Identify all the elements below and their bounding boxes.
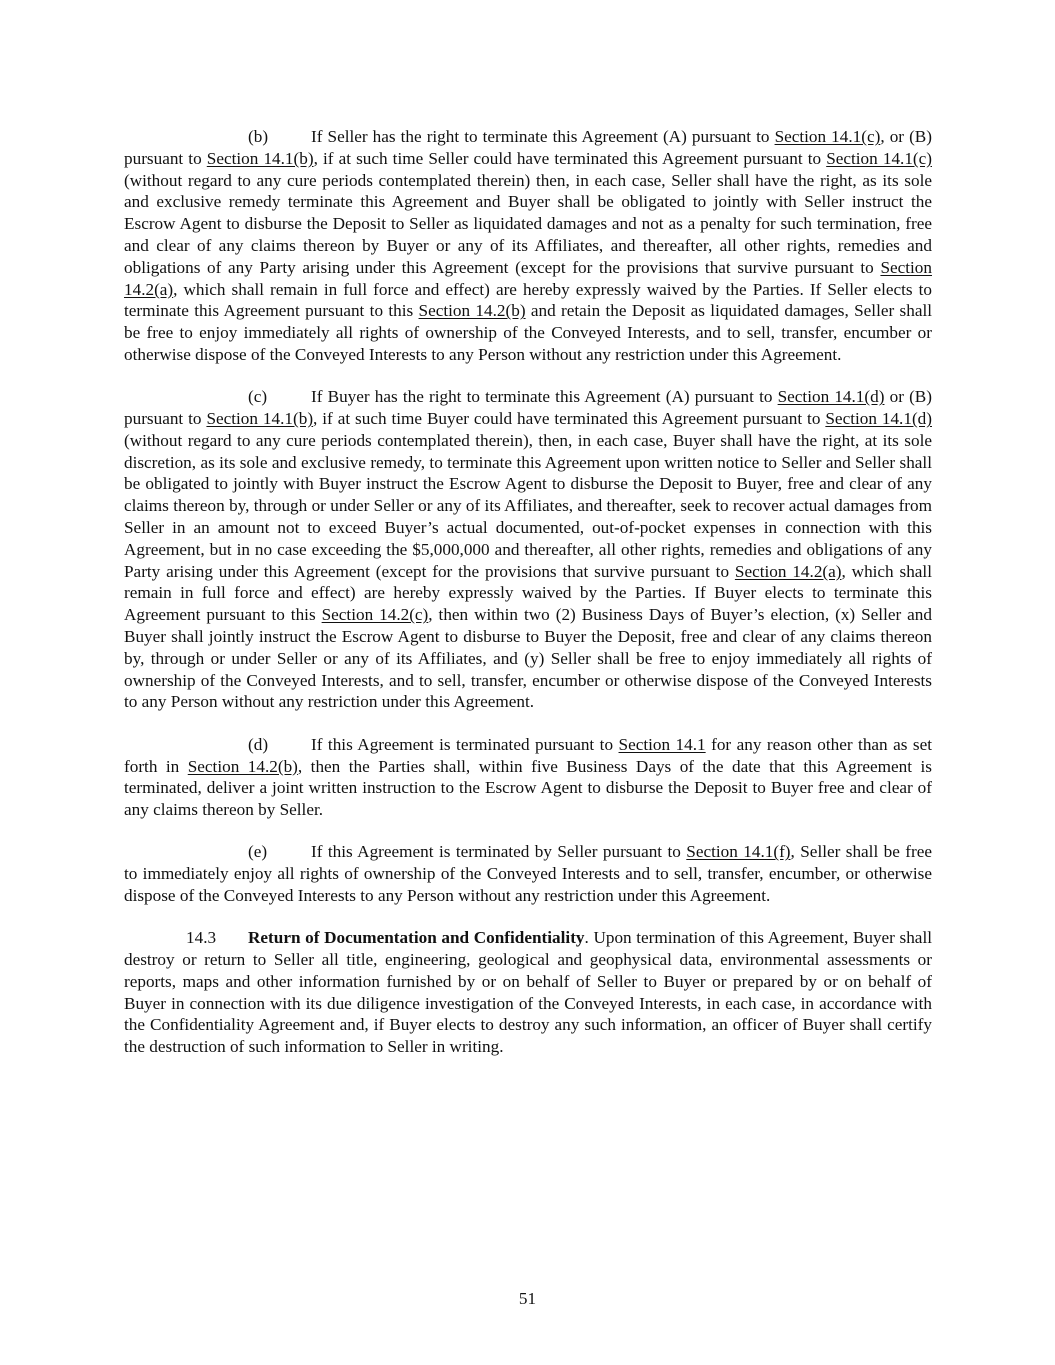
- paragraph-text: (without regard to any cure periods contemplated therein) then, in each case, Seller shall have the right, as its sole and exclusive remedy terminate this Agreement and Buyer shall be obligated to jointly with Seller instruct the Escrow Agent to disburse the Deposit to Seller as liquidated damages and not as a penalty for such termination, free and clear of any claims thereon by Buyer or any of its Affiliates, and thereafter, all other rights, remedies and obligations of any Party arising under this Agreement (except for the provisions that survive pursuant to: [124, 170, 932, 277]
- section-number: 14.3: [186, 928, 217, 948]
- section-reference-link[interactable]: Section 14.2(c): [321, 605, 429, 625]
- subsection-paragraph: [124, 386, 932, 713]
- section-reference-link[interactable]: Section 14.2(b): [187, 756, 298, 776]
- paragraph-text: or (B) pursuant to: [124, 387, 932, 429]
- paragraph-text: , if at such time Seller could have terminated this Agreement pursuant to: [313, 148, 827, 168]
- paragraph-text: , if at such time Buyer could have terminated this Agreement pursuant to: [313, 409, 826, 429]
- section-reference-link[interactable]: Section 14.1(b): [206, 409, 314, 429]
- paragraph-text: If this Agreement is terminated by Seller pursuant to: [311, 842, 687, 862]
- section-reference-link[interactable]: Section 14.1(c): [826, 148, 932, 168]
- subsection-paragraph: [124, 841, 932, 906]
- section-reference-link[interactable]: Section 14.2(a): [734, 561, 842, 581]
- section-reference-link[interactable]: Section 14.1(c): [774, 127, 881, 146]
- document-page: [124, 126, 932, 1079]
- subsection-label: (d): [248, 734, 269, 754]
- paragraph-text: If this Agreement is terminated pursuant to: [311, 734, 619, 754]
- paragraph-text: , which shall remain in full force and effect) are hereby expressly waived by the Parties. If Seller elects to terminate this Agreement pursuant to this: [124, 279, 932, 321]
- paragraph-text: for any reason other than as set forth in: [124, 734, 932, 776]
- subsection-paragraph: [124, 126, 932, 366]
- paragraph-text: If Seller has the right to terminate this Agreement (A) pursuant to: [311, 127, 775, 146]
- paragraph-text: If Buyer has the right to terminate this Agreement (A) pursuant to: [311, 387, 778, 407]
- section-reference-link[interactable]: Section 14.2(b): [418, 301, 526, 321]
- subsection-label: (b): [248, 127, 269, 146]
- section-reference-link[interactable]: Section 14.2(a): [124, 257, 932, 299]
- section-heading: Return of Documentation and Confidentiality: [248, 928, 585, 948]
- paragraph-text: , or (B) pursuant to: [124, 127, 932, 168]
- paragraph-text: , then within two (2) Business Days of Buyer’s election, (x) Seller and Buyer shall jointly instruct the Escrow Agent to disburse to Buyer the Deposit, free and clear of any claims thereon by, through or under Seller or any of its Affiliates, and (y) Seller shall be free to enjoy immediately all rights of ownership of the Conveyed Interests, and to sell, transfer, encumber or otherwise dispose of the Conveyed Interests to any Person without any restriction under this Agreement.: [124, 605, 932, 712]
- section-body: . Upon termination of this Agreement, Buyer shall destroy or return to Seller all title, engineering, geological and geophysical data, environmental assessments or reports, maps and other information furnished by or on behalf of Seller to Buyer or prepared by or on behalf of Buyer in connection with its due diligence investigation of the Conveyed Interests, in each case, in accordance with the Confidentiality Agreement and, if Buyer elects to destroy any such information, an officer of Buyer shall certify the destruction of such information to Seller in writing.: [124, 928, 932, 1057]
- paragraph-text: , then the Parties shall, within five Business Days of the date that this Agreement is terminated, deliver a joint written instruction to the Escrow Agent to disburse the Deposit to Buyer free and clear of any claims thereon by Seller.: [124, 756, 932, 820]
- paragraph-text: , which shall remain in full force and effect) are hereby expressly waived by the Parties. If Buyer elects to terminate this Agreement pursuant to this: [124, 561, 932, 625]
- subsection-paragraph: [124, 734, 932, 821]
- section-14-3: [124, 927, 932, 1058]
- subsection-list: [124, 126, 932, 907]
- paragraph-text: , Seller shall be free to immediately enjoy all rights of ownership of the Conveyed Interests and to sell, transfer, encumber, or otherwise dispose of the Conveyed Interests to any Person without any restriction under this Agreement.: [124, 842, 932, 905]
- subsection-label: (c): [248, 387, 268, 407]
- paragraph-text: and retain the Deposit as liquidated damages, Seller shall be free to enjoy immediately all rights of ownership of the Conveyed Interests, and to sell, transfer, encumber or otherwise dispose of the Conveyed Interests to any Person without any restriction under this Agreement.: [124, 301, 933, 364]
- subsection-label: (e): [248, 842, 268, 862]
- section-reference-link[interactable]: Section 14.1(f): [686, 842, 791, 862]
- section-reference-link[interactable]: Section 14.1(b): [206, 148, 314, 168]
- section-reference-link[interactable]: Section 14.1(d): [825, 409, 932, 429]
- section-reference-link[interactable]: Section 14.1: [618, 734, 706, 754]
- page-number: 51: [518, 1289, 537, 1308]
- section-reference-link[interactable]: Section 14.1(d): [777, 387, 885, 407]
- paragraph-text: (without regard to any cure periods contemplated therein), then, in each case, Buyer shall have the right, at its sole discretion, as its sole and exclusive remedy, to terminate this Agreement upon written notice to Seller and Seller shall be obligated to jointly with Buyer instruct the Escrow Agent to disburse the Deposit to Buyer, free and clear of any claims thereon by, through or under Seller or any of its Affiliates, and thereafter, seek to recover actual damages from Seller in an amount not to exceed Buyer’s actual documented, out-of-pocket expenses in connection with this Agreement, but in no case exceeding the $5,000,000 and thereafter, all other rights, remedies and obligations of any Party arising under this Agreement (except for the provisions that survive pursuant to: [124, 430, 932, 581]
